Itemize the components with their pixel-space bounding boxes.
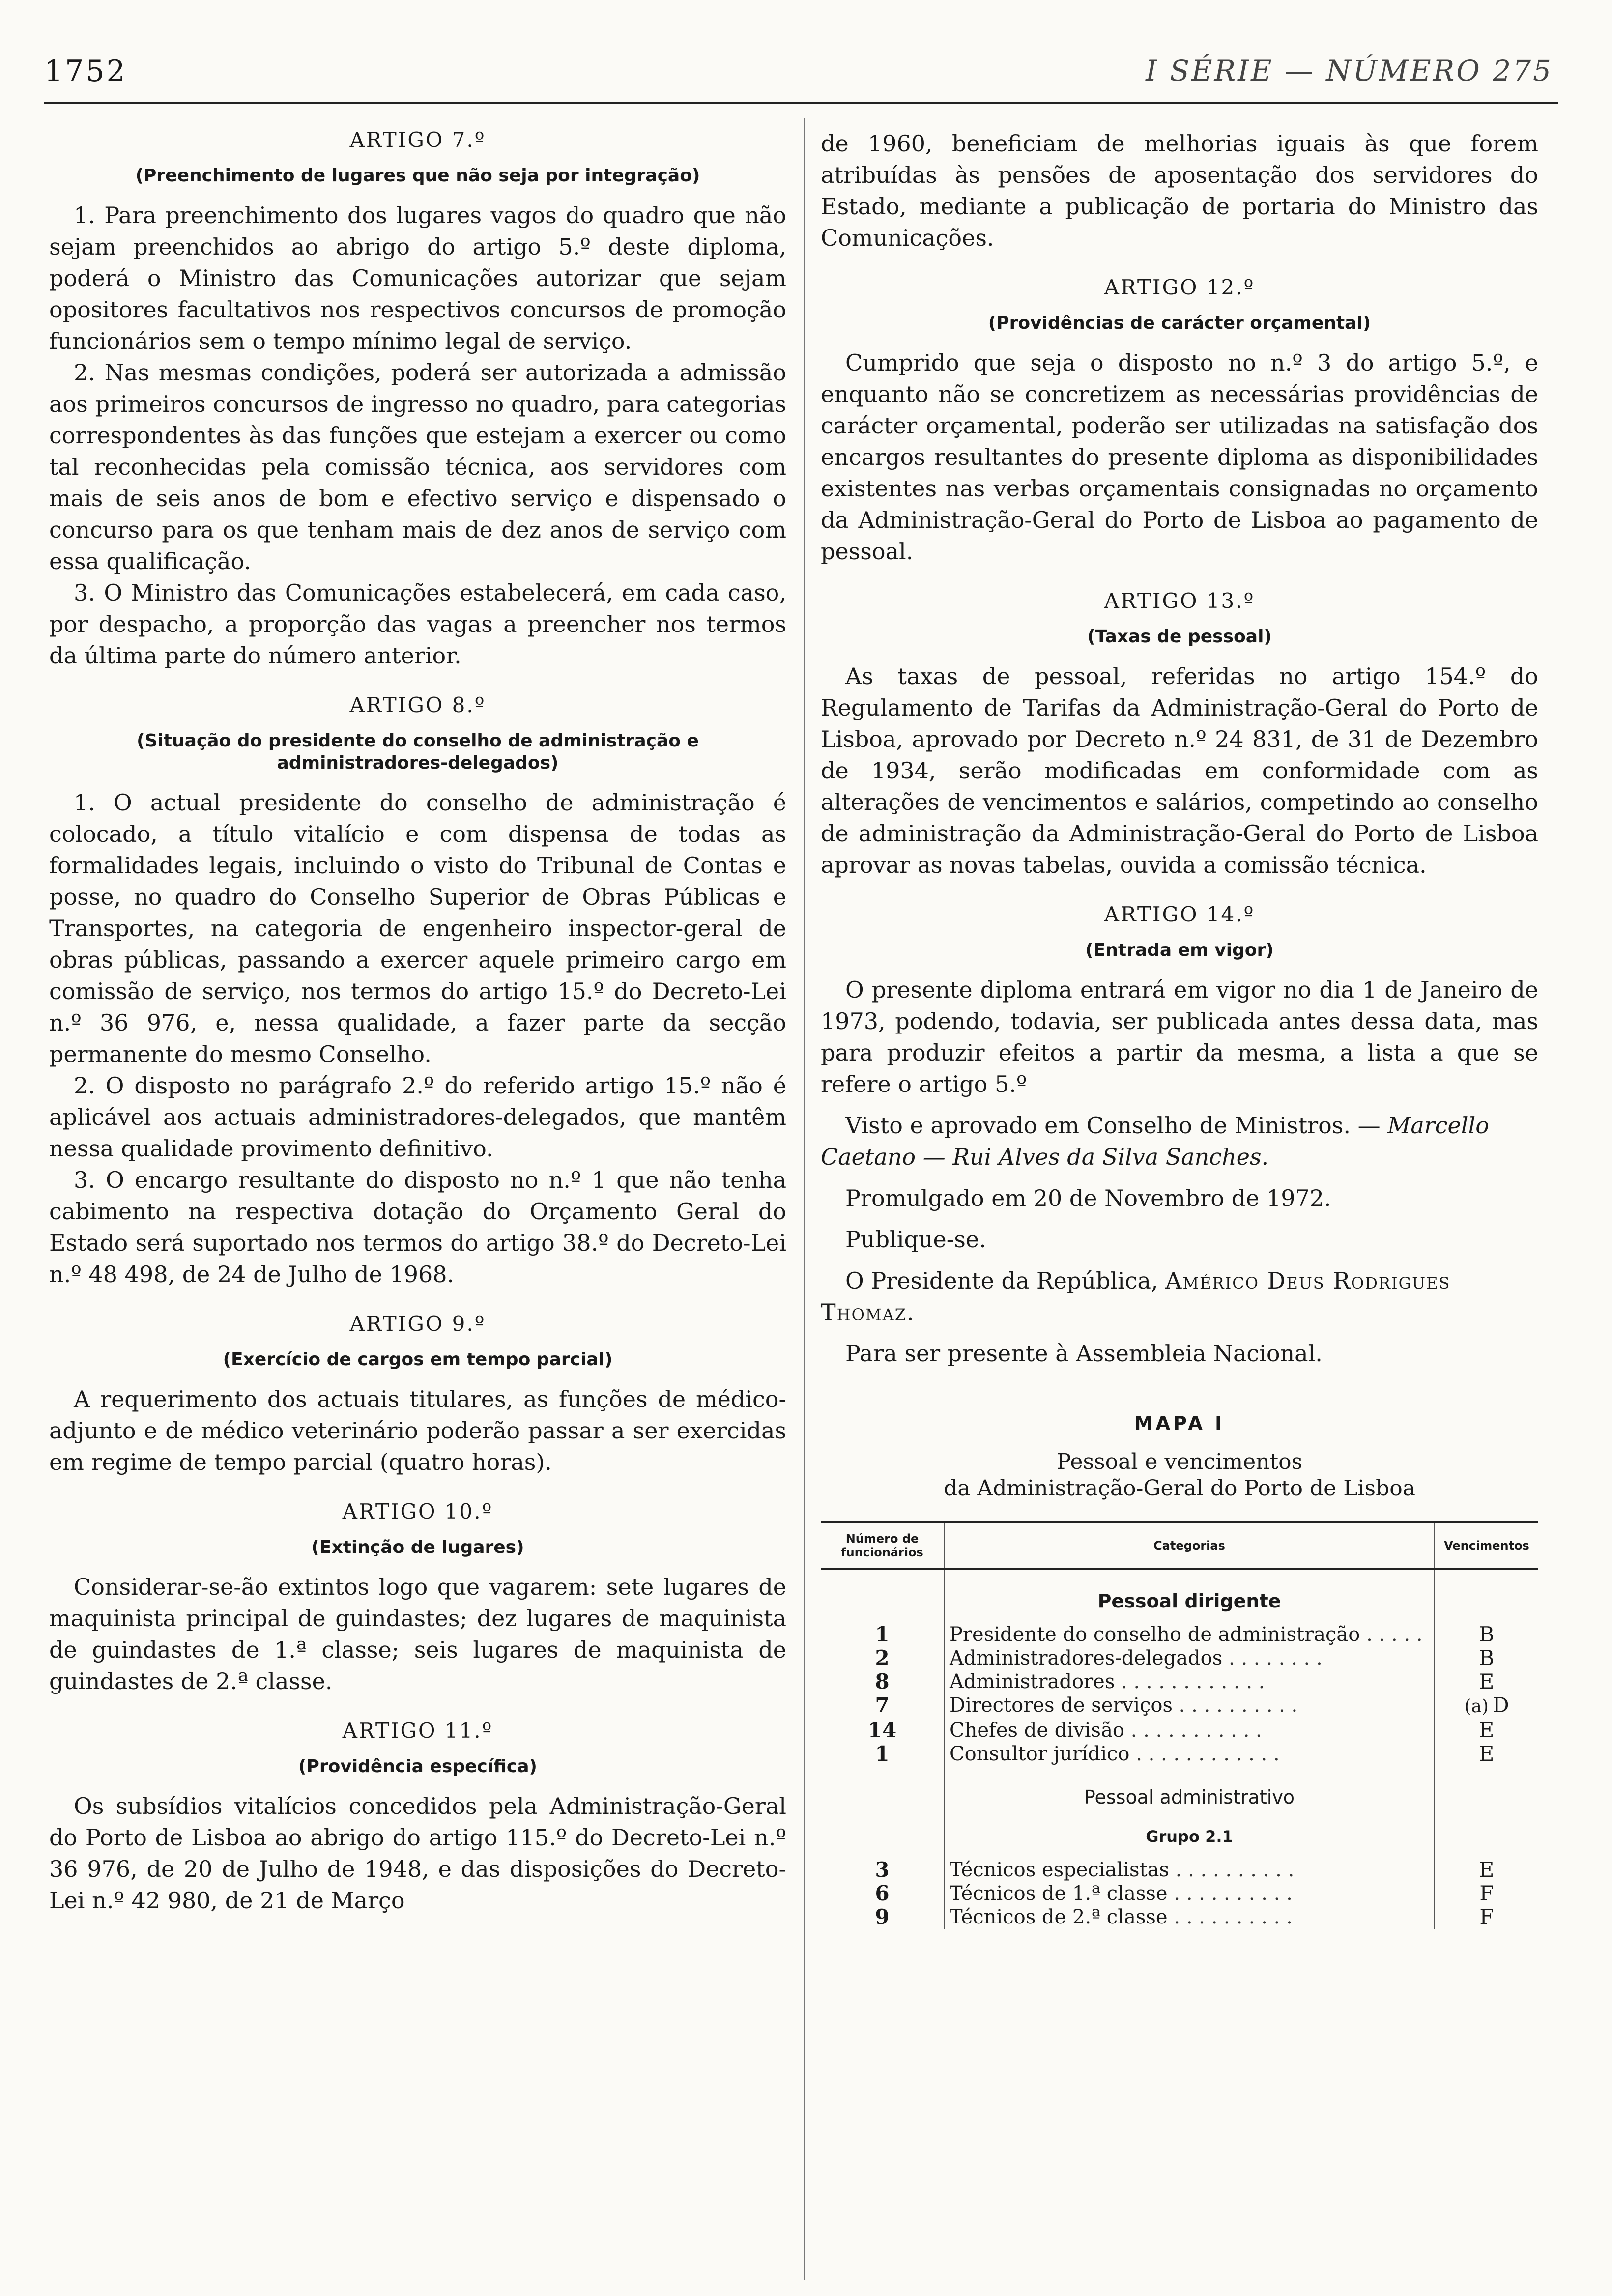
row-count: 9 — [821, 1905, 944, 1929]
table-row: 2 Administradores-delegados . . . . . . . . B — [821, 1646, 1538, 1670]
article-13-para-1: As taxas de pessoal, referidas no artigo 154.º do Regulamento de Tarifas da Administração-Geral do Porto de Lisboa, aprovado por Decreto n.º 24 831, de 31 de Dezembro de 1934, serão modificadas em conformidade com as alterações de vencimentos e salários, competindo ao conselho de administração da Administração-Geral do Porto de Lisboa aprovar as novas tabelas, ouvida a comissão técnica. — [821, 663, 1538, 878]
publique-line: Publique-se. — [845, 1226, 986, 1253]
right-column — [821, 128, 1538, 1929]
visto-line — [821, 1110, 1538, 1173]
table-row: 6 Técnicos de 1.ª classe . . . . . . . . . . F — [821, 1882, 1538, 1905]
article-11-para-1: Os subsídios vitalícios concedidos pela Administração-Geral do Porto de Lisboa ao abrigo do artigo 115.º do Decreto-Lei n.º 36 976, de 20 de Julho de 1948, e das disposições do Decreto-Lei n.º 42 980, de 21 de Março — [49, 1793, 786, 1914]
section-pessoal-administrativo: Pessoal administrativo — [1084, 1786, 1295, 1808]
col-categorias-header: Categorias — [944, 1522, 1435, 1569]
article-14-para-1: O presente diploma entrará em vigor no dia 1 de Janeiro de 1973, podendo, todavia, ser publicada antes dessa data, mas para produzir efeitos a partir da mesma, a lista a que se refere o artigo 5.º — [821, 976, 1538, 1097]
section-row — [821, 1766, 1538, 1819]
article-13-title: ARTIGO 13.º — [1104, 589, 1255, 613]
article-14-subtitle: (Entrada em vigor) — [1085, 940, 1274, 960]
table-row: 8 Administradores . . . . . . . . . . . . E — [821, 1670, 1538, 1693]
row-count: 1 — [821, 1742, 944, 1766]
promulgado-line: Promulgado em 20 de Novembro de 1972. — [845, 1185, 1331, 1211]
article-8-title: ARTIGO 8.º — [349, 693, 486, 717]
row-category: Directores de serviços — [950, 1694, 1173, 1717]
mapa-title: MAPA I — [1134, 1412, 1225, 1434]
row-category: Administradores — [950, 1670, 1115, 1693]
article-9-title: ARTIGO 9.º — [349, 1312, 486, 1336]
table-row: 3 Técnicos especialistas . . . . . . . . . . E — [821, 1858, 1538, 1882]
article-9-subtitle: (Exercício de cargos em tempo parcial) — [223, 1349, 613, 1370]
article-10-title: ARTIGO 10.º — [342, 1499, 493, 1523]
series-number: I SÉRIE — NÚMERO 275 — [1146, 54, 1553, 87]
mapa-header-row — [821, 1522, 1538, 1569]
table-row: 14 Chefes de divisão . . . . . . . . . . . E — [821, 1719, 1538, 1742]
row-grade: D — [1492, 1693, 1509, 1717]
article-12-para-1: Cumprido que seja o disposto no n.º 3 do artigo 5.º, e enquanto não se concretizem as necessárias providências de carácter orçamental, poderão ser utilizadas na satisfação dos encargos resultantes do presente diploma as disponibilidades existentes nas verbas orçamentais consignadas no orçamento da Administração-Geral do Porto de Lisboa ao pagamento de pessoal. — [821, 349, 1538, 565]
mapa-subtitle-1: Pessoal e vencimentos — [1056, 1449, 1303, 1474]
column-divider — [804, 118, 805, 2280]
article-13-subtitle: (Taxas de pessoal) — [1087, 627, 1272, 647]
left-column — [49, 128, 786, 1916]
presidente-name: Américo Deus Rodrigues Thomaz. — [821, 1267, 1451, 1325]
group-row — [821, 1819, 1538, 1858]
article-10-para-1: Considerar-se-ão extintos logo que vagarem: sete lugares de maquinista principal de guindastes; dez lugares de maquinista de guindastes de 1.ª classe; seis lugares de maquinista de guindastes de 2.ª classe. — [49, 1574, 786, 1694]
col-numero-header: Número de funcionários — [821, 1522, 944, 1569]
table-row: 7 Directores de serviços . . . . . . . . . . (a) D — [821, 1693, 1538, 1719]
page-number: 1752 — [44, 54, 127, 88]
row-grade: F — [1435, 1905, 1538, 1929]
row-count: 8 — [821, 1670, 944, 1693]
section-row — [821, 1569, 1538, 1623]
table-row: 1 Presidente do conselho de administração . . . . . B — [821, 1623, 1538, 1646]
article-8-subtitle: (Situação do presidente do conselho de administração e administradores-delegados) — [137, 731, 699, 773]
row-count: 14 — [821, 1719, 944, 1742]
article-14-title: ARTIGO 14.º — [1104, 902, 1255, 926]
row-grade: E — [1435, 1858, 1538, 1882]
row-category: Presidente do conselho de administração — [950, 1623, 1360, 1646]
article-11-title: ARTIGO 11.º — [342, 1719, 493, 1743]
section-pessoal-dirigente: Pessoal dirigente — [1097, 1590, 1281, 1612]
row-grade: E — [1435, 1670, 1538, 1693]
article-9-para-1: A requerimento dos actuais titulares, as funções de médico-adjunto e de médico veterinário poderão passar a ser exercidas em regime de tempo parcial (quatro horas). — [49, 1386, 786, 1475]
article-10-subtitle: (Extinção de lugares) — [311, 1537, 524, 1557]
mapa-table — [821, 1521, 1538, 1929]
article-7-subtitle: (Preenchimento de lugares que não seja por integração) — [135, 166, 700, 186]
row-note: (a) — [1464, 1696, 1489, 1717]
header-rule — [44, 102, 1558, 104]
row-category: Administradores-delegados — [950, 1647, 1223, 1669]
row-grade: B — [1435, 1623, 1538, 1646]
article-7-para-2: 2. Nas mesmas condições, poderá ser autorizada a admissão aos primeiros concursos de ingresso no quadro, para categorias correspondentes às das funções que estejam a exercer ou como tal reconhecidas pela comissão técnica, aos servidores com mais de seis anos de bom e efectivo serviço e dispensado o concurso para os que tenham mais de dez anos de serviço com essa qualificação. — [49, 359, 786, 574]
row-category: Técnicos de 1.ª classe — [950, 1882, 1168, 1905]
article-12-subtitle: (Providências de carácter orçamental) — [988, 313, 1371, 333]
mapa-subtitle-2: da Administração-Geral do Porto de Lisboa — [944, 1476, 1415, 1501]
article-11-subtitle: (Providência específica) — [298, 1756, 537, 1777]
col-vencimentos-header: Vencimentos — [1435, 1522, 1538, 1569]
row-grade: E — [1435, 1719, 1538, 1742]
page-header — [44, 54, 1553, 98]
article-12-title: ARTIGO 12.º — [1104, 275, 1255, 299]
signatories: Marcello Caetano — Rui Alves da Silva Sanches. — [821, 1112, 1489, 1170]
article-8-para-1: 1. O actual presidente do conselho de administração é colocado, a título vitalício e com dispensa de todas as formalidades legais, incluindo o visto do Tribunal de Contas e posse, no quadro do Conselho Superior de Obras Públicas e Transportes, na categoria de engenheiro inspector-geral de obras públicas, passando a exercer aquele primeiro cargo em comissão de serviço, nos termos do artigo 15.º do Decreto-Lei n.º 36 976, e, nessa qualidade, a fazer parte da secção permanente do mesmo Conselho. — [49, 789, 786, 1067]
article-7-title: ARTIGO 7.º — [349, 128, 486, 152]
article-7-para-1: 1. Para preenchimento dos lugares vagos do quadro que não sejam preenchidos ao abrigo do artigo 5.º deste diploma, poderá o Ministro das Comunicações autorizar que sejam opositores facultativos nos respectivos concursos de promoção funcionários sem o tempo mínimo legal de serviço. — [49, 202, 786, 354]
row-grade: B — [1435, 1646, 1538, 1670]
row-count: 1 — [821, 1623, 944, 1646]
row-category: Chefes de divisão — [950, 1719, 1124, 1742]
row-count: 3 — [821, 1858, 944, 1882]
row-count: 6 — [821, 1882, 944, 1905]
visto-text: Visto e aprovado em Conselho de Ministros. — — [845, 1112, 1381, 1139]
presidente-prefix: O Presidente da República, — [845, 1267, 1158, 1294]
row-category: Técnicos de 2.ª classe — [950, 1906, 1168, 1928]
presidente-line — [821, 1265, 1538, 1328]
row-count: 7 — [821, 1693, 944, 1719]
group-2-1-title: Grupo 2.1 — [1146, 1827, 1233, 1846]
article-11-continuation: de 1960, beneficiam de melhorias iguais às que forem atribuídas às pensões de aposentação dos servidores do Estado, mediante a publicação de portaria do Ministro das Comunicações. — [821, 130, 1538, 251]
row-grade: E — [1435, 1742, 1538, 1766]
row-grade: F — [1435, 1882, 1538, 1905]
row-category: Consultor jurídico — [950, 1743, 1130, 1765]
article-8-para-2: 2. O disposto no parágrafo 2.º do referido artigo 15.º não é aplicável aos actuais administradores-delegados, que mantêm nessa qualidade provimento definitivo. — [49, 1072, 786, 1162]
row-category: Técnicos especialistas — [950, 1859, 1170, 1881]
table-row: 9 Técnicos de 2.ª classe . . . . . . . . . . F — [821, 1905, 1538, 1929]
row-count: 2 — [821, 1646, 944, 1670]
assembleia-line: Para ser presente à Assembleia Nacional. — [845, 1340, 1323, 1367]
article-8-para-3: 3. O encargo resultante do disposto no n.º 1 que não tenha cabimento na respectiva dotação do Orçamento Geral do Estado será suportado nos termos do artigo 38.º do Decreto-Lei n.º 48 498, de 24 de Julho de 1968. — [49, 1167, 786, 1288]
article-7-para-3: 3. O Ministro das Comunicações estabelecerá, em cada caso, por despacho, a proporção das vagas a preencher nos termos da última parte do número anterior. — [49, 579, 786, 669]
table-row: 1 Consultor jurídico . . . . . . . . . . . . E — [821, 1742, 1538, 1766]
